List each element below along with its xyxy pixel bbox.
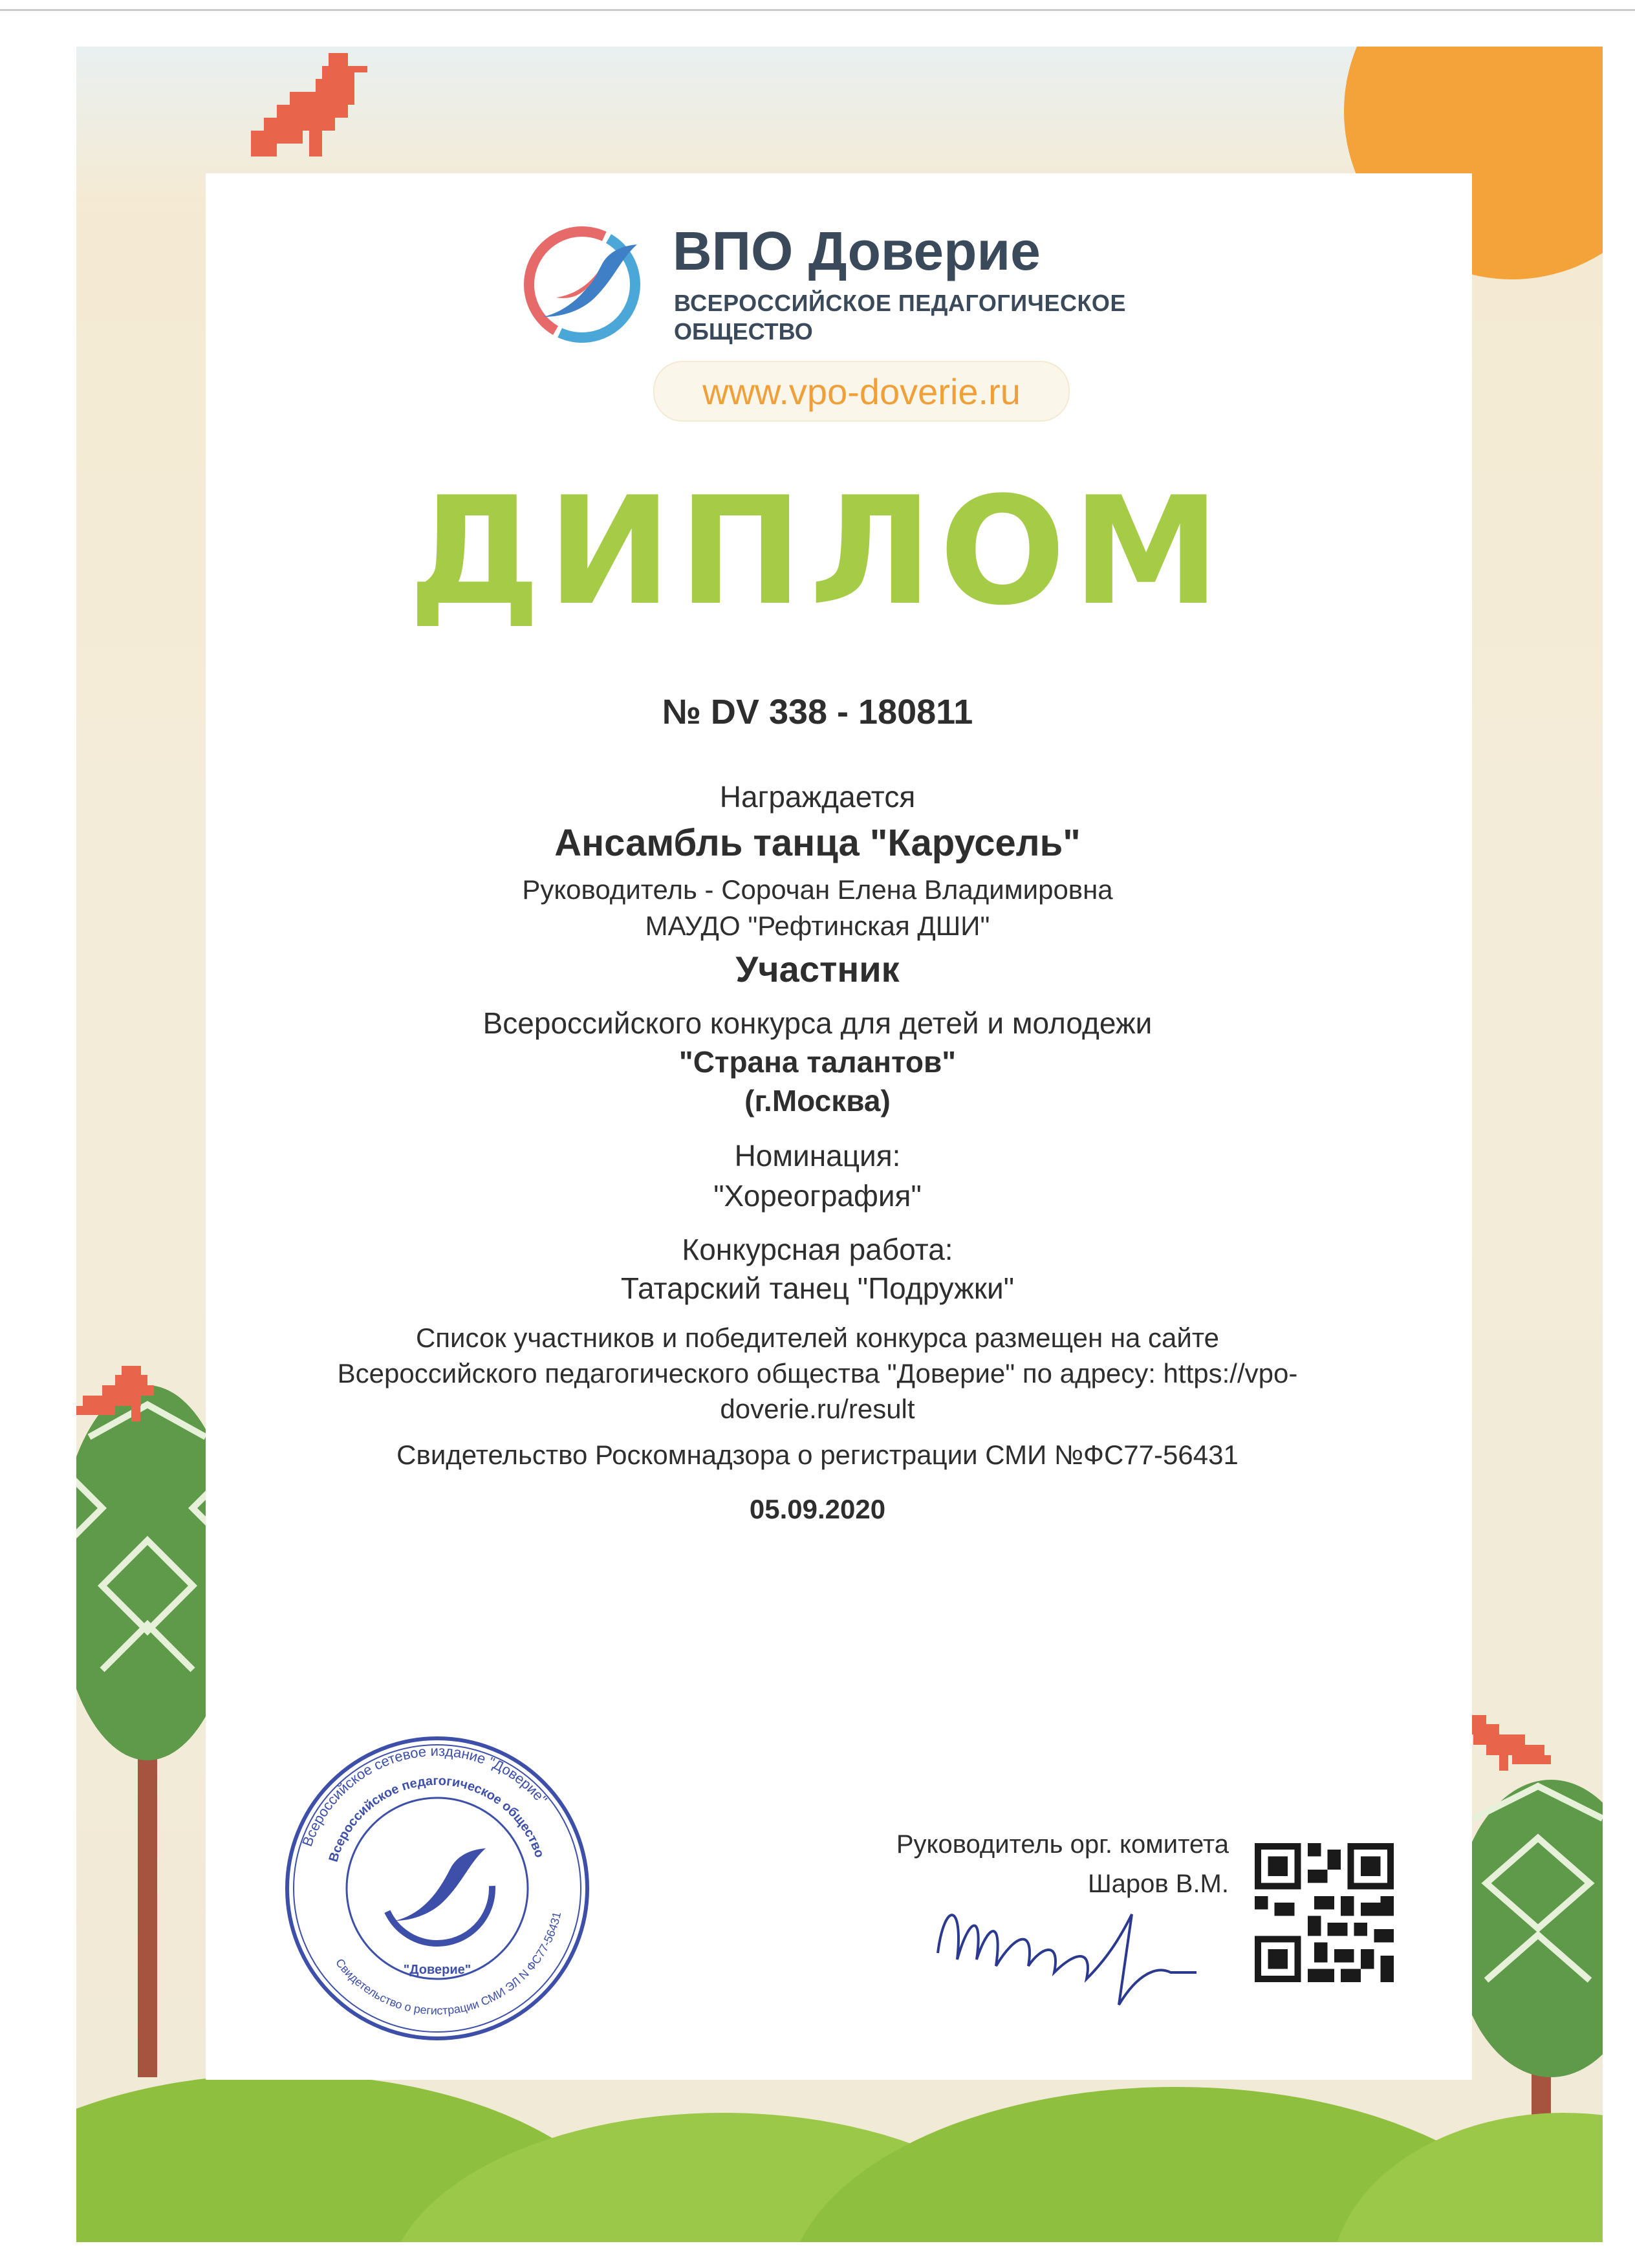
stamp-logo-icon — [382, 1833, 492, 1943]
stamp-outer-text: Всероссийское сетевое издание "Доверие" — [299, 1742, 551, 1849]
org-logo — [517, 220, 1164, 349]
results-line-2: Всероссийского педагогического общества "Доверие" по адресу: https://vpo- — [337, 1358, 1298, 1388]
signature-role: Руководитель орг. комитета — [896, 1830, 1229, 1859]
org-url[interactable]: www.vpo-doverie.ru — [653, 361, 1070, 422]
organization-stamp — [282, 1733, 592, 2044]
bird-top-left-icon — [251, 53, 374, 163]
org-subtitle-line2: ОБЩЕСТВО — [674, 318, 813, 345]
diploma-date: 05.09.2020 — [749, 1494, 886, 1524]
stamp-center-label: "Доверие" — [403, 1963, 471, 1977]
stamp-bottom-text: Свидетельство о регистрации СМИ ЭЛ N ФС77-56431 — [332, 1910, 564, 2018]
svg-text:Всероссийское педагогическое о — [327, 1774, 547, 1864]
doverie-logo-icon — [517, 220, 647, 349]
awarded-label: Награждается — [719, 780, 916, 814]
contest-name: "Страна талантов" — [678, 1045, 957, 1079]
leader-name: Руководитель - Сорочан Елена Владимировна — [522, 874, 1113, 905]
stamp-inner-text: Всероссийское педагогическое общество — [326, 1773, 547, 1864]
scan-edge — [0, 9, 1635, 11]
work-label: Конкурсная работа: — [682, 1233, 953, 1266]
diploma-title: ДИПЛОМ — [408, 466, 1227, 638]
handwritten-signature — [925, 1875, 1261, 2024]
results-line-1: Список участников и победителей конкурса размещен на сайте — [415, 1323, 1220, 1353]
work-title: Татарский танец "Подружки" — [620, 1271, 1015, 1305]
nomination-label: Номинация: — [734, 1139, 901, 1172]
contest-line: Всероссийского конкурса для детей и молодежи — [482, 1006, 1153, 1040]
signature-name: Шаров В.М. — [1088, 1870, 1229, 1898]
participant-status: Участник — [735, 949, 900, 989]
diploma-number: № DV 338 - 180811 — [662, 693, 973, 731]
nomination-value: "Хореография" — [713, 1179, 922, 1213]
registration-line: Свидетельство Роскомнадзора о регистрации СМИ №ФС77-56431 — [396, 1440, 1239, 1470]
org-subtitle-line1: ВСЕРОССИЙСКОЕ ПЕДАГОГИЧЕСКОЕ — [674, 290, 1126, 316]
results-line-3: doverie.ru/result — [720, 1394, 915, 1424]
contest-city: (г.Москва) — [744, 1084, 891, 1118]
recipient-name: Ансамбль танца "Карусель" — [554, 822, 1081, 864]
institution-name: МАУДО "Рефтинская ДШИ" — [645, 911, 990, 941]
org-title: ВПО Доверие — [673, 221, 1041, 281]
qr-code[interactable] — [1255, 1843, 1394, 1982]
